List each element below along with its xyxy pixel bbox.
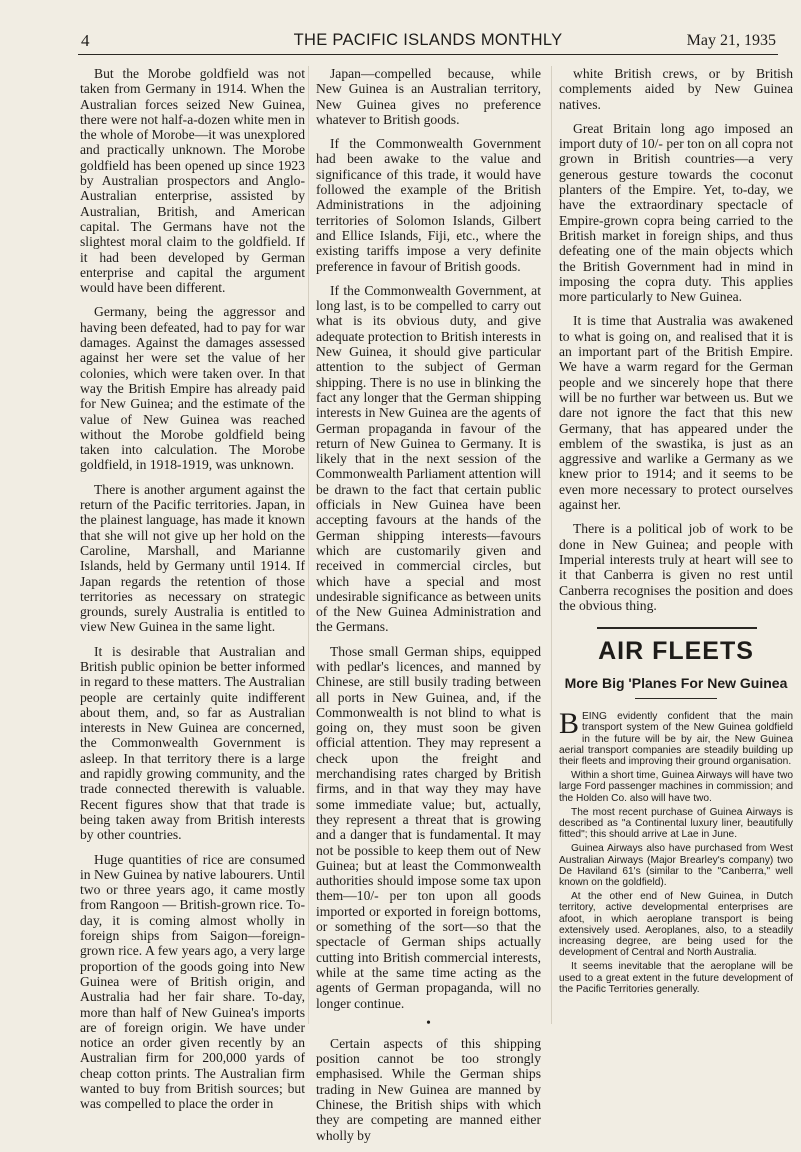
paragraph: There is a political job of work to be done in New Guinea; and people with Imperial interests truly at heart will see to it that Canberra is given no rest until Canberra recognises the position and does the obvious thing. bbox=[559, 521, 793, 613]
page-number: 4 bbox=[81, 31, 90, 50]
paragraph: The most recent purchase of Guinea Airways is described as "a Continental luxury liner, beautifully fitted"; this should arrive at Lae in June. bbox=[559, 806, 793, 841]
article-column-2 bbox=[316, 66, 541, 1152]
section-separator: • bbox=[426, 1014, 431, 1030]
paragraph: Germany, being the aggressor and having been defeated, had to pay for war damages. Against the damages assessed against her were set the value of her colonies, which were taken over. In that way the British Empire has already paid for New Guinea; and the estimate of the value of New Guinea was reached without the Morobe goldfield being taken into calculation. The Morobe goldfield, in 1918-1919, was unknown. bbox=[80, 304, 305, 473]
paragraph: Those small German ships, equipped with pedlar's licences, and manned by Chinese, are still busily trading between all ports in New Guinea, and, if the Commonwealth is not blind to what is going on, they must soon be given official attention. They may represent a check upon the freight and merchandising rates charged by British firms, and in that way they may have some immediate value; but, actually, they represent a threat that is growing and a danger that is fundamental. It may not be possible to keep them out of New Guinea; but at least the Commonwealth authorities should impose some tax upon them—10/- per ton upon all goods imported or exported in foreign bottoms, or something of the sort—so that the spectacle of German ships actually cutting into British commercial interests, while at the same time acting as the agents of German propaganda, will no longer continue. bbox=[316, 643, 541, 1011]
heading-rule bbox=[597, 627, 757, 629]
air-fleets-article bbox=[559, 707, 793, 995]
page-header bbox=[78, 28, 778, 55]
air-fleets-subheading: More Big 'Planes For New Guinea bbox=[564, 675, 788, 692]
paragraph: Certain aspects of this shipping position cannot be too strongly emphasised. While the German ships trading in New Guinea are manned by Chinese, the British ships with which they are competing are manned either wholly by bbox=[316, 1035, 541, 1143]
subheading-rule bbox=[635, 698, 717, 699]
paragraph: There is another argument against the return of the Pacific territories. Japan, in the plainest language, has made it known that she will not give up her hold on the Caroline, Marshall, and Marianne Islands, held by Germany until 1914. If Japan regards the retention of those territories as necessary on strategic grounds, surely Australia is entitled to view New Guinea in the same light. bbox=[80, 481, 305, 635]
paragraph: At the other end of New Guinea, in Dutch territory, active developmental enterprises are afoot, in which aeroplane transport is being extensively used. Aeroplanes, also, to a steadily increasing degree, are being used for the development of Central and North Australia. bbox=[559, 891, 793, 959]
paragraph: Guinea Airways also have purchased from West Australian Airways (Major Brearley's company) two De Haviland 61's (similar to the "Canberra," well known on the goldfield). bbox=[559, 843, 793, 888]
column-divider bbox=[308, 66, 309, 1024]
paragraph bbox=[559, 707, 793, 767]
paragraph: Within a short time, Guinea Airways will have two large Ford passenger machines in commission; and the Holden Co. also will have two. bbox=[559, 770, 793, 804]
paragraph: It is time that Australia was awakened to what is going on, and realised that it is an important part of the British Empire. We have a warm regard for the German people and we sincerely hope that there will be no further war between us. But we dare not ignore the fact that this new Germany, that has appeared under the emblem of the swastika, is just as an aggressive and warlike a Germany as we knew prior to 1914; and it seems to be even more necessary to protect ourselves against her. bbox=[559, 313, 793, 513]
paragraph: It is desirable that Australian and British public opinion be better informed in regard to these matters. The Australian people are certainly quite indifferent about them, and, so far as Australian interests in New Guinea are concerned, the Commonwealth Government is asleep. In that territory there is a large and rapidly growing community, and the trade connected therewith is valuable. Recent figures show that that trade is being taken away from British interests by other countries. bbox=[80, 643, 305, 843]
paragraph: Japan—compelled because, while New Guinea is an Australian territory, New Guinea gives no preference whatever to British goods. bbox=[316, 66, 541, 127]
paragraph: If the Commonwealth Government had been awake to the value and significance of this trade, it would have followed the example of the British Administrations in the adjoining territories of Solomon Islands, Gilbert and Ellice Islands, Fiji, etc., where the existing tariffs impose a very definite preference in favour of British goods. bbox=[316, 136, 541, 274]
article-column-3 bbox=[559, 66, 793, 998]
drop-cap: B bbox=[559, 707, 580, 741]
paragraph: Huge quantities of rice are consumed in New Guinea by native labourers. Until two or three years ago, it came mostly from Rangoon — British-grown rice. To-day, it is coming almost wholly in foreign ships from Saigon—foreign-grown rice. A few years ago, a very large proportion of the goods going into New Guinea were of British origin, and Australia had her fair share. To-day, more than half of New Guinea's imports are of foreign origin. We have under notice an order given recently by an Australian firm for 200,000 yards of cheap cotton prints. The Australian firm wanted to buy from British sources; but was compelled to place the order in bbox=[80, 851, 305, 1112]
publication-title: THE PACIFIC ISLANDS MONTHLY bbox=[293, 31, 563, 49]
paragraph: If the Commonwealth Government, at long last, is to be compelled to carry out what is its obvious duty, and give adequate protection to British interests in New Guinea, it should give particular attention to the subject of German shipping. There is no use in blinking the fact any longer that the German shipping interests in New Guinea are the agents of German propaganda in favour of the return of New Guinea to Germany. It is likely that in the next session of the Commonwealth Parliament attention will be drawn to the fact that certain public officials in New Guinea have been accepting favours at the hands of the German shipping interests—favours which are customarily given and received in commercial circles, but which have a special and most undesirable significance as between units of the New Guinea Administration and the Germans. bbox=[316, 282, 541, 635]
paragraph: Great Britain long ago imposed an import duty of 10/- per ton on all copra not grown in British countries—a very generous gesture towards the coconut planters of the Empire. Yet, to-day, we have the extraordinary spectacle of Empire-grown copra being carried to the British market in foreign ships, and thus defeating one of the main objects which the British Government had in mind in imposing the copra duty. This applies more particularly to New Guinea. bbox=[559, 120, 793, 305]
paragraph-text: EING evidently confident that the main transport system of the New Guinea goldfield in the future will be by air, the New Guinea aerial transport companies are steadily building up their fleets and improving their ground organisation. bbox=[559, 711, 793, 767]
issue-date: May 21, 1935 bbox=[686, 32, 776, 49]
column-divider bbox=[551, 66, 552, 1024]
paragraph: But the Morobe goldfield was not taken from Germany in 1914. When the Australian forces seized New Guinea, there were not half-a-dozen white men in the whole of Morobe—it was unexplored and practically unknown. The Morobe goldfield has been opened up since 1923 by Australian prospectors and Anglo-Australian enterprise, assisted by Australian, British, and American capital. The Germans have not the slightest moral claim to the goldfield. If it had been developed by German enterprise and capital the argument would have been different. bbox=[80, 66, 305, 296]
article-column-1 bbox=[80, 66, 305, 1121]
paragraph: It seems inevitable that the aeroplane will be used to a great extent in the future development of the Pacific Territories generally. bbox=[559, 961, 793, 995]
paragraph: white British crews, or by British complements aided by New Guinea natives. bbox=[559, 66, 793, 112]
air-fleets-heading: AIR FLEETS bbox=[598, 637, 754, 666]
